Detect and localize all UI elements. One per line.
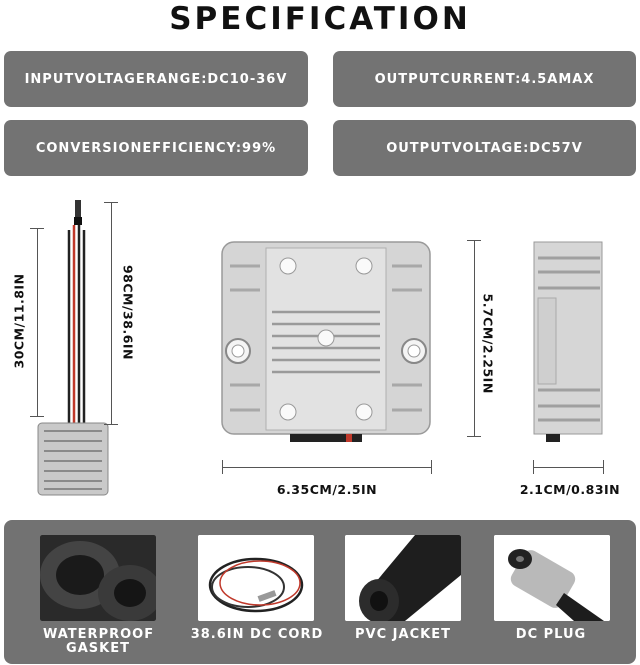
total-length-label: 98CM/38.6IN [120, 264, 136, 361]
feature-plug-image [494, 535, 610, 621]
cable-length-line [37, 228, 38, 416]
feature-jacket-image [345, 535, 461, 621]
thickness-line [533, 467, 604, 468]
gasket-icon [40, 535, 156, 621]
height-tick-top [467, 240, 481, 241]
total-length-tick-bottom [104, 424, 118, 425]
width-line [222, 467, 432, 468]
feature-cord-image [198, 535, 314, 621]
spec-output-voltage: OUTPUTVOLTAGE:DC57V [333, 120, 636, 176]
height-line [474, 240, 475, 436]
spec-conversion-efficiency: CONVERSIONEFFICIENCY:99% [4, 120, 308, 176]
cord-icon [198, 535, 314, 621]
height-label: 5.7CM/2.25IN [480, 293, 496, 394]
width-label: 6.35CM/2.5IN [276, 482, 378, 497]
cable-length-label: 30CM/11.8IN [11, 273, 27, 369]
plug-icon [494, 535, 610, 621]
jacket-icon [345, 535, 461, 621]
cable-length-tick-bottom [30, 416, 44, 417]
thickness-label: 2.1CM/0.83IN [519, 482, 621, 497]
height-tick-bottom [467, 436, 481, 437]
width-tick-left [222, 460, 223, 474]
spec-input-voltage: INPUTVOLTAGERANGE:DC10-36V [4, 51, 308, 107]
module-side-view-illustration [530, 240, 606, 446]
feature-label-jacket: PVC JACKET [355, 627, 451, 642]
page-title: SPECIFICATION [169, 1, 471, 37]
total-length-line [111, 202, 112, 424]
total-length-tick-top [104, 202, 118, 203]
feature-label-gasket: WATERPROOF GASKET [43, 627, 155, 656]
spec-output-current: OUTPUTCURRENT:4.5AMAX [333, 51, 636, 107]
width-tick-right [431, 460, 432, 474]
feature-label-plug: DC PLUG [515, 627, 587, 642]
feature-gasket-image [40, 535, 156, 621]
module-top-view-illustration [220, 240, 432, 446]
thickness-tick-left [533, 460, 534, 474]
cable-length-tick-top [30, 228, 44, 229]
module-with-cable-illustration [30, 195, 110, 500]
feature-label-cord: 38.6IN DC CORD [190, 627, 324, 642]
features-panel [4, 520, 636, 664]
thickness-tick-right [603, 460, 604, 474]
